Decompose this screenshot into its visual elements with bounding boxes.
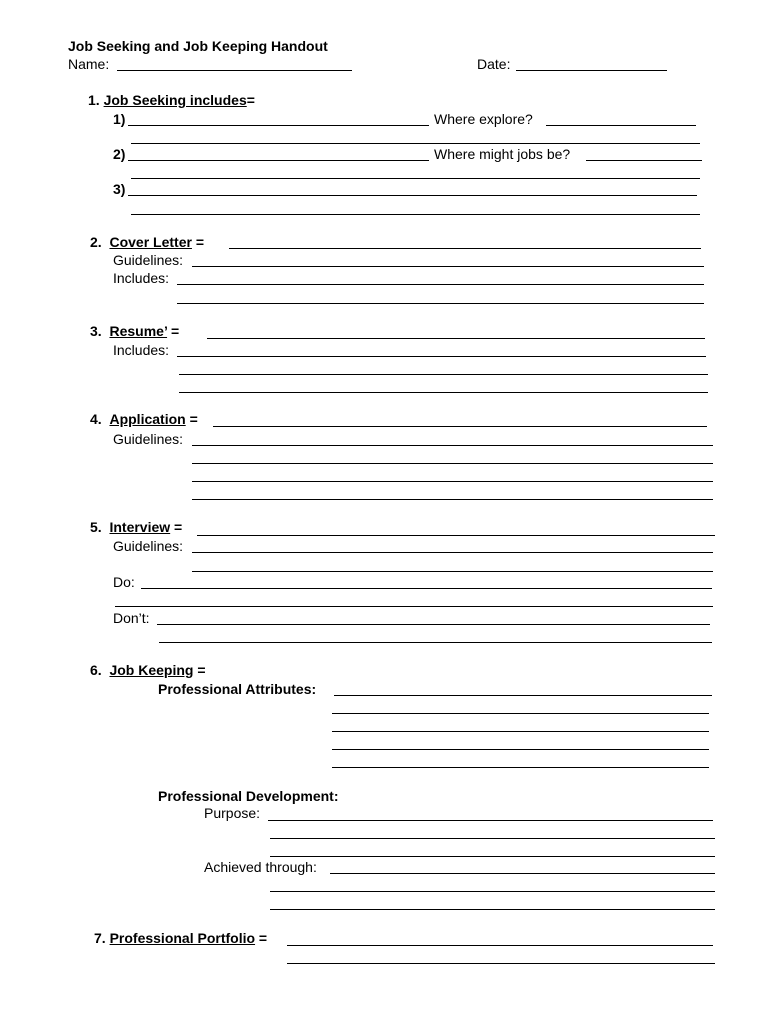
achieved-through-field[interactable] (330, 873, 715, 874)
professional-development-label: Professional Development: (158, 788, 339, 804)
interview-dont-line-2[interactable] (159, 642, 712, 643)
resume-field[interactable] (207, 338, 705, 339)
section-4-suffix: = (185, 411, 198, 427)
achieved-through-line-2[interactable] (270, 891, 715, 892)
section-1-suffix: = (246, 92, 255, 108)
item-2-line-2[interactable] (131, 178, 700, 179)
purpose-field[interactable] (268, 820, 713, 821)
cover-letter-field[interactable] (229, 248, 701, 249)
section-1-heading (88, 92, 255, 108)
resume-includes-label: Includes: (113, 342, 170, 358)
interview-guidelines-line-2[interactable] (192, 571, 713, 572)
professional-attributes-line-3[interactable] (332, 731, 709, 732)
portfolio-line-2[interactable] (287, 963, 715, 964)
achieved-through-line-3[interactable] (270, 909, 715, 910)
section-4-title: Application (109, 411, 186, 427)
section-6-title: Job Keeping (109, 662, 194, 678)
page-title: Job Seeking and Job Keeping Handout (68, 38, 328, 54)
cover-letter-guidelines-label: Guidelines: (113, 252, 184, 268)
professional-attributes-line-4[interactable] (332, 749, 709, 750)
professional-attributes-field[interactable] (334, 695, 712, 696)
purpose-label: Purpose: (204, 805, 261, 821)
application-guidelines-line-4[interactable] (192, 499, 713, 500)
application-guidelines-label: Guidelines: (113, 431, 184, 447)
section-3-number: 3. (90, 323, 102, 339)
item-2-field[interactable] (128, 160, 429, 161)
resume-includes-line-2[interactable] (179, 374, 708, 375)
interview-dont-field[interactable] (157, 624, 710, 625)
item-3-label: 3) (113, 181, 126, 197)
application-guidelines-line-2[interactable] (192, 463, 713, 464)
item-3-line-2[interactable] (131, 214, 700, 215)
section-7-heading (94, 930, 267, 946)
section-3-suffix: = (167, 323, 180, 339)
interview-do-line-2[interactable] (115, 606, 713, 607)
achieved-through-label: Achieved through: (204, 859, 317, 875)
item-1-field[interactable] (128, 125, 429, 126)
interview-dont-label: Don’t: (113, 610, 150, 626)
resume-includes-line-3[interactable] (179, 392, 708, 393)
item-1-label: 1) (113, 111, 126, 127)
section-7-number: 7. (94, 930, 106, 946)
application-guidelines-line-3[interactable] (192, 481, 713, 482)
where-explore-label: Where explore? (434, 111, 533, 127)
cover-letter-includes-line-2[interactable] (177, 303, 704, 304)
section-5-title: Interview (109, 519, 171, 535)
section-7-title: Professional Portfolio (109, 930, 256, 946)
section-3-title: Resume’ (109, 323, 168, 339)
cover-letter-guidelines-field[interactable] (192, 266, 704, 267)
professional-attributes-line-5[interactable] (332, 767, 709, 768)
section-2-title: Cover Letter (109, 234, 192, 250)
purpose-line-2[interactable] (270, 838, 715, 839)
section-4-heading (90, 411, 198, 427)
section-6-heading (90, 662, 206, 678)
application-guidelines-field[interactable] (192, 445, 713, 446)
section-5-suffix: = (170, 519, 183, 535)
professional-attributes-line-2[interactable] (332, 713, 709, 714)
item-2-label: 2) (113, 146, 126, 162)
section-6-number: 6. (90, 662, 102, 678)
where-explore-field[interactable] (546, 125, 696, 126)
section-2-number: 2. (90, 234, 102, 250)
section-1-title: Job Seeking includes (103, 92, 247, 108)
section-5-heading (90, 519, 182, 535)
section-2-heading (90, 234, 204, 250)
interview-guidelines-label: Guidelines: (113, 538, 184, 554)
resume-includes-field[interactable] (177, 356, 706, 357)
where-jobs-field[interactable] (586, 160, 702, 161)
date-field[interactable] (516, 70, 667, 71)
interview-do-field[interactable] (141, 588, 712, 589)
professional-attributes-label: Professional Attributes: (158, 681, 317, 697)
section-6-suffix: = (193, 662, 206, 678)
interview-field[interactable] (197, 535, 715, 536)
section-3-heading (90, 323, 179, 339)
section-1-number: 1. (88, 92, 100, 108)
interview-do-label: Do: (113, 574, 135, 590)
item-1-line-2[interactable] (131, 143, 700, 144)
cover-letter-includes-label: Includes: (113, 270, 170, 286)
section-2-suffix: = (191, 234, 205, 250)
item-3-field[interactable] (128, 195, 697, 196)
application-field[interactable] (213, 426, 707, 427)
portfolio-field[interactable] (287, 945, 713, 946)
section-4-number: 4. (90, 411, 102, 427)
date-label: Date: (477, 56, 511, 72)
section-7-suffix: = (255, 930, 268, 946)
section-5-number: 5. (90, 519, 102, 535)
name-field[interactable] (117, 70, 352, 71)
purpose-line-3[interactable] (270, 856, 715, 857)
name-label: Name: (68, 56, 110, 72)
where-jobs-label: Where might jobs be? (434, 146, 571, 162)
interview-guidelines-field[interactable] (192, 552, 713, 553)
cover-letter-includes-field[interactable] (177, 284, 704, 285)
